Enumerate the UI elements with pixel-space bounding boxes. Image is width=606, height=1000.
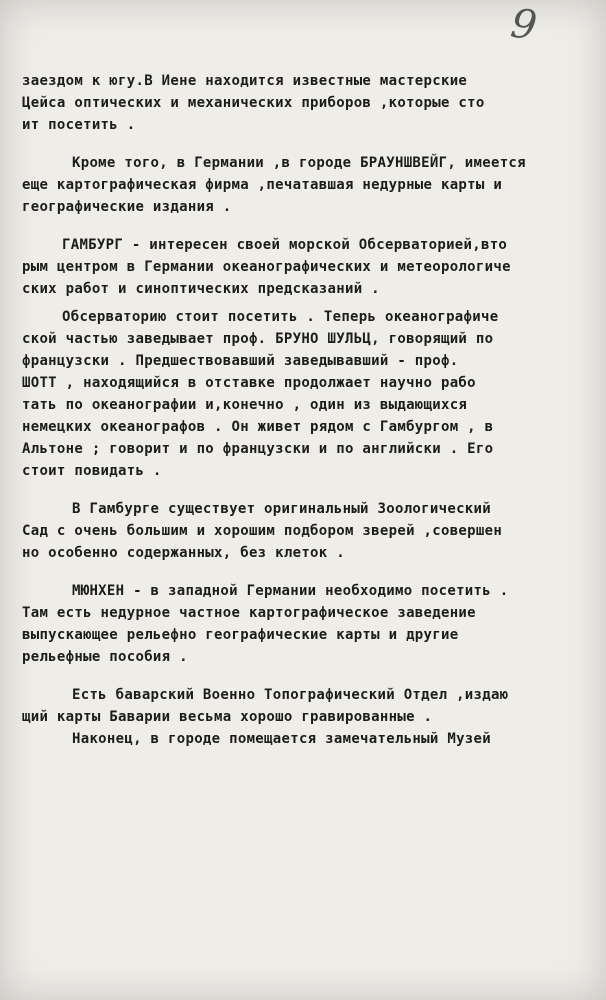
text-line: ской частью заведывает проф. БРУНО ШУЛЬЦ, говорящий по [22, 331, 494, 347]
text-line: стоит повидать . [22, 463, 162, 479]
text-line: выпускающее рельефно географические карты и другие [22, 627, 459, 643]
text-line: Обсерваторию стоит посетить . Теперь океанографиче [62, 309, 499, 325]
text-line: заездом к югу.В Иене находится известные мастерские [22, 73, 468, 89]
text-line: географические издания . [22, 199, 232, 215]
text-line: рым центром в Германии океанографических и метеорологиче [22, 259, 511, 275]
text-line: ит посетить . [22, 117, 136, 133]
text-line: тать по океанографии и,конечно , один из выдающихся [22, 397, 468, 413]
text-line: Цейса оптических и механических приборов ,которые сто [22, 95, 485, 111]
text-line: Альтоне ; говорит и по французски и по английски . Его [22, 441, 494, 457]
text-line: рельефные пособия . [22, 649, 188, 665]
text-line: Там есть недурное частное картографическое заведение [22, 605, 476, 621]
text-line: ГАМБУРГ - интересен своей морской Обсерваторией,вто [62, 237, 508, 253]
text-line: еще картографическая фирма ,печатавшая недурные карты и [22, 177, 503, 193]
text-line: немецких океанографов . Он живет рядом с Гамбургом , в [22, 419, 494, 435]
text-line: Есть баварский Военно Топографический Отдел ,издаю [72, 687, 509, 703]
text-line: ШОТТ , находящийся в отставке продолжает научно рабо [22, 375, 476, 391]
text-line: МЮНХЕН - в западной Германии необходимо посетить . [72, 583, 509, 599]
typed-text-body [22, 70, 582, 750]
text-line: щий карты Баварии весьма хорошо гравированные . [22, 709, 433, 725]
text-line: но особенно содержанных, без клеток . [22, 545, 345, 561]
text-line: Сад с очень большим и хорошим подбором зверей ,совершен [22, 523, 503, 539]
text-line: Наконец, в городе помещается замечательный Музей [72, 731, 491, 747]
page-number: 9 [507, 0, 540, 50]
text-line: Кроме того, в Германии ,в городе БРАУНШВЕЙГ, имеется [72, 155, 526, 171]
text-line: В Гамбурге существует оригинальный Зоологический [72, 501, 491, 517]
text-line: ских работ и синоптических предсказаний . [22, 281, 380, 297]
text-line: французски . Предшествовавший заведывавший - проф. [22, 353, 459, 369]
